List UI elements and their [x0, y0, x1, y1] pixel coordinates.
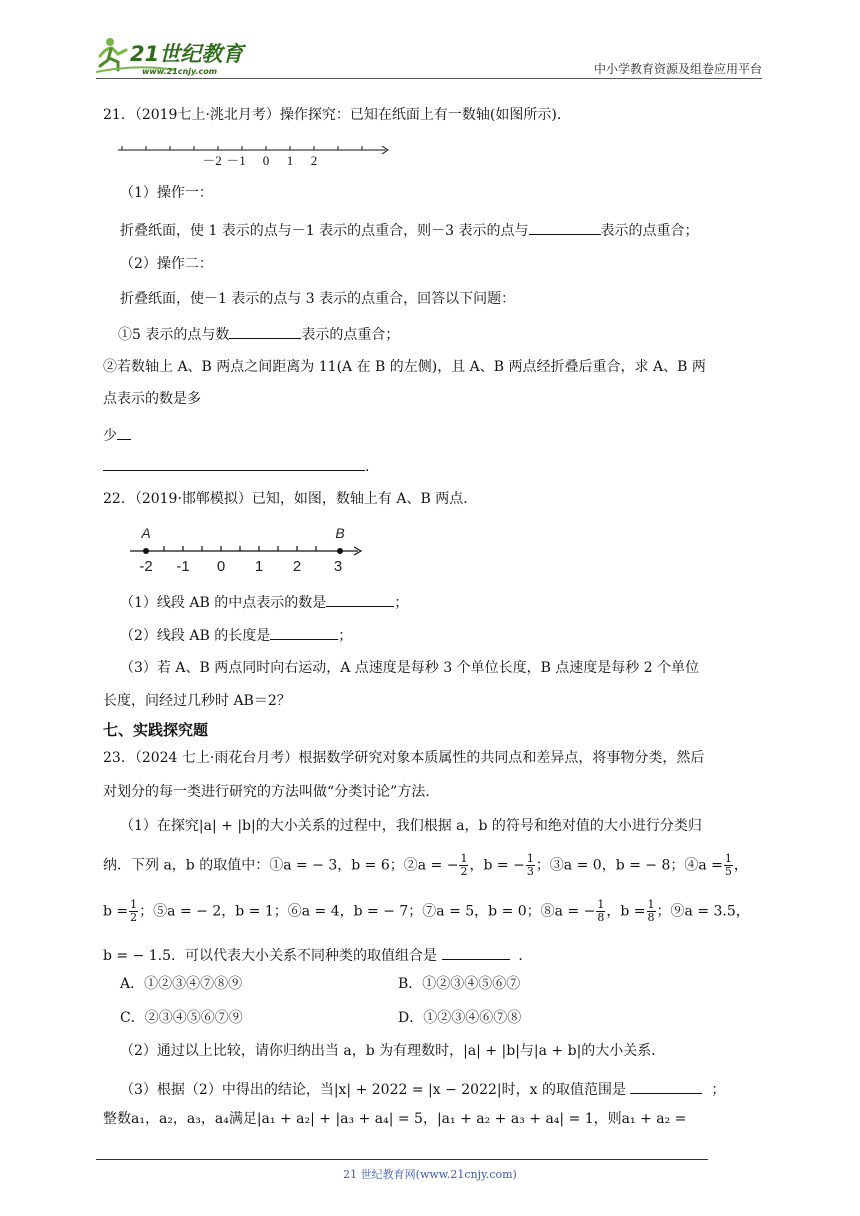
q21-tick-0: 0	[262, 153, 270, 168]
q21-number-line	[116, 138, 392, 168]
page-header	[96, 30, 762, 80]
q22-intro: 22．（2019·邯郸模拟）已知，如图，数轴上有 A、B 两点．	[103, 491, 478, 507]
header-rule	[96, 78, 762, 79]
q22-point-b-label: B	[335, 525, 345, 541]
q23-values-g: ，b =	[606, 903, 646, 920]
frac-den: 8	[647, 911, 655, 924]
page-footer: 21 世纪教育网(www.21cnjy.com)	[343, 1168, 517, 1181]
q23-line2: 对划分的每一类进行研究的方法叫做“分类讨论”方法．	[103, 784, 440, 800]
q23-part3-line2: 整数a₁，a₂，a₃，a₄满足|a₁ + a₂| + |a₃ + a₄| = 5，|a₁ + a₂ + a₃ + a₄| = 1，则a₁ + a₂ =	[103, 1111, 687, 1127]
logo-text: 21世纪教育	[130, 42, 244, 66]
q21-end-dot: .	[365, 459, 370, 475]
frac-num: 1	[460, 852, 468, 865]
frac-den: 2	[460, 865, 468, 878]
q23-part2: （2）通过以上比较，请你归纳出当 a，b 为有理数时，|a| + |b|与|a + b|的大小关系．	[120, 1043, 666, 1059]
platform-label: 中小学教育资源及组卷应用平台	[593, 62, 762, 76]
q21-sub2-line1: ②若数轴上 A、B 两点之间距离为 11(A 在 B 的左侧)，且 A、B 两点经折叠后重合，求 A、B 两	[103, 359, 706, 375]
q23-values-b: ，b = −	[469, 857, 525, 874]
q21-answer-line	[103, 455, 369, 477]
q23-option-a[interactable]: A．①②③④⑦⑧⑨	[120, 976, 243, 992]
q21-sub1	[118, 323, 399, 345]
q22-tick-0: 0	[216, 558, 226, 575]
answer-blank[interactable]	[229, 323, 301, 339]
q23-values-i: b = − 1.5．可以代表大小关系不同种类的取值组合是	[103, 948, 438, 964]
q23-part1-line3	[103, 899, 750, 924]
answer-blank[interactable]	[326, 591, 394, 607]
answer-blank[interactable]	[103, 455, 365, 471]
q21-op1-title: （1）操作一：	[120, 185, 213, 201]
fraction-fifth	[724, 853, 733, 878]
q23-part1-line2	[103, 853, 748, 878]
q22-tick-2: 2	[292, 558, 302, 575]
q22-point-b	[337, 548, 343, 554]
q23-values-d: ，	[733, 857, 748, 874]
answer-blank[interactable]	[630, 1078, 702, 1094]
q21-op2-text: 折叠纸面，使－1 表示的点与 3 表示的点重合，回答以下问题：	[120, 291, 516, 307]
frac-num: 1	[130, 898, 138, 911]
q23-line1: 23．（2024 七上·雨花台月考）根据数学研究对象本质属性的共同点和差异点，将事物分类，然后	[103, 750, 705, 766]
frac-num: 1	[724, 852, 732, 865]
frac-num: 1	[647, 898, 655, 911]
q21-sub2-line2: 点表示的数是多	[103, 391, 201, 407]
frac-den: 3	[526, 865, 534, 878]
q22-part3-line1: （3）若 A、B 两点同时向右运动，A 点速度是每秒 3 个单位长度，B 点速度是每秒 2 个单位	[120, 660, 700, 676]
frac-den: 2	[130, 911, 138, 924]
q23-values-h: ；⑨a = 3.5，	[656, 903, 750, 920]
q22-number-line	[126, 524, 366, 576]
q23-values-j: ．	[518, 948, 533, 964]
footer-rule	[96, 1159, 708, 1160]
q21-sub1-b: 表示的点重合；	[301, 327, 400, 343]
fraction-half	[129, 899, 138, 924]
q21-tick-2: 2	[310, 153, 318, 168]
q22-part1-b: ；	[394, 595, 409, 611]
q21-sub2-line3-text: 少	[103, 428, 117, 444]
frac-num: 1	[597, 898, 605, 911]
q22-tick-3: 3	[333, 558, 343, 575]
q21-tick-neg1: －1	[226, 153, 246, 168]
frac-den: 8	[597, 911, 605, 924]
q22-part2	[120, 624, 352, 646]
q22-point-a	[143, 548, 149, 554]
site-logo	[96, 34, 264, 76]
q23-part3-a: （3）根据（2）中得出的结论，当|x| + 2022 = |x − 2022|时，x 的取值范围是	[120, 1082, 626, 1098]
fraction-eighth	[647, 899, 656, 924]
q22-part3-line2: 长度，问经过几秒时 AB＝2？	[103, 693, 291, 709]
q22-point-a-label: A	[141, 525, 151, 541]
frac-den: 5	[724, 865, 732, 878]
q22-part2-a: （2）线段 AB 的长度是	[120, 628, 271, 644]
q23-part1-line1: （1）在探究|a| + |b|的大小关系的过程中，我们根据 a，b 的符号和绝对值的大小进行分类归	[120, 818, 702, 834]
q22-tick-neg1: -1	[176, 558, 190, 575]
q21-op1-text-a: 折叠纸面，使 1 表示的点与－1 表示的点重合，则－3 表示的点与	[120, 223, 529, 239]
q21-intro: 21．（2019七上·洮北月考）操作探究：已知在纸面上有一数轴(如图所示)．	[103, 107, 571, 123]
fraction-half	[459, 853, 468, 878]
answer-blank[interactable]	[117, 424, 131, 440]
q23-values-f: ；⑤a = − 2，b = 1；⑥a = 4，b = − 7；⑦a = 5，b = 0；⑧a = −	[139, 903, 596, 920]
q21-sub2-line3	[103, 424, 131, 446]
q21-sub1-a: ①5 表示的点与数	[118, 327, 230, 343]
q22-part1-a: （1）线段 AB 的中点表示的数是	[120, 595, 327, 611]
section-title: 七、实践探究题	[103, 721, 209, 739]
fraction-eighth	[596, 899, 605, 924]
q23-values-a: 纳．下列 a，b 的取值中：①a = − 3，b = 6；②a = −	[103, 857, 459, 874]
frac-num: 1	[526, 852, 534, 865]
q23-part3-line1	[120, 1078, 725, 1100]
q21-tick-neg2: －2	[202, 153, 222, 168]
q22-part2-b: ；	[338, 628, 353, 644]
q23-option-b[interactable]: B．①②③④⑤⑥⑦	[398, 976, 521, 992]
q23-part1-line4	[103, 944, 532, 966]
q21-tick-1: 1	[286, 153, 294, 168]
q23-values-c: ；③a = 0，b = − 8；④a =	[535, 857, 723, 874]
q23-option-c[interactable]: C．②③④⑤⑥⑦⑨	[120, 1010, 243, 1026]
fraction-third	[526, 853, 535, 878]
q21-op2-title: （2）操作二：	[120, 256, 213, 272]
q21-op1-text	[120, 219, 699, 241]
q22-tick-neg2: -2	[139, 558, 153, 575]
q23-option-d[interactable]: D．①②③④⑥⑦⑧	[398, 1010, 522, 1026]
q22-part1	[120, 591, 408, 613]
answer-blank[interactable]	[529, 219, 601, 235]
answer-blank[interactable]	[442, 944, 510, 960]
q23-part3-b: ；	[711, 1082, 726, 1098]
logo-url: www.21cnjy.com	[142, 67, 218, 76]
answer-blank[interactable]	[270, 624, 338, 640]
q22-tick-1: 1	[254, 558, 264, 575]
q21-op1-text-b: 表示的点重合；	[600, 223, 699, 239]
q23-values-e: b =	[103, 903, 129, 920]
